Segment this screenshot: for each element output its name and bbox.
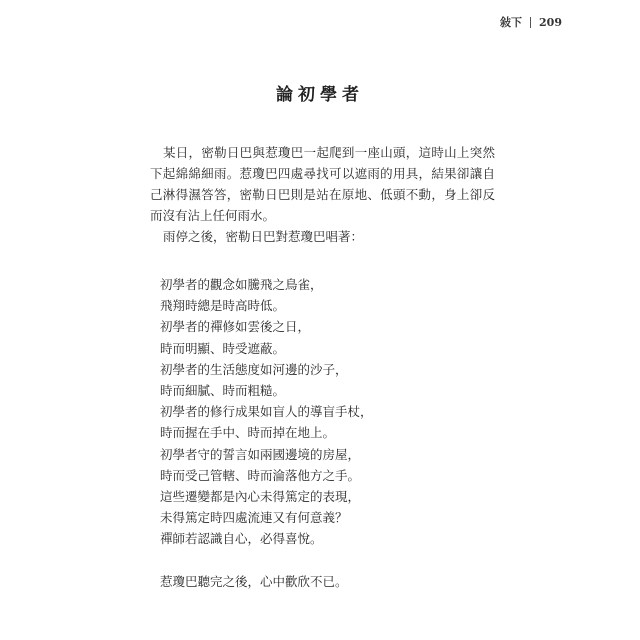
running-head	[500, 14, 562, 30]
verse-line: 初學者的修行成果如盲人的導盲手杖，	[160, 404, 373, 420]
header-divider	[530, 17, 531, 28]
body-text	[150, 142, 495, 247]
verse-line: 時而明顯、時受遮蔽。	[160, 340, 286, 356]
paragraph-2: 雨停之後，密勒日巴對惹瓊巴唱著：	[163, 229, 364, 244]
page-number: 209	[539, 15, 562, 29]
verse-line: 時而細膩、時而粗糙。	[160, 383, 286, 399]
verse-line: 初學者守的誓言如兩國邊境的房屋，	[160, 446, 361, 462]
chapter-title: 論初學者	[276, 85, 364, 105]
verse-line: 禪師若認識自心，必得喜悅。	[160, 531, 323, 547]
verse-line: 時而受己管轄、時而淪落他方之手。	[160, 467, 361, 483]
verse-line: 時而握在手中、時而掉在地上。	[160, 425, 336, 441]
verse-line: 初學者的禪修如雲後之日，	[160, 319, 311, 335]
verse-line: 這些遷變都是內心未得篤定的表現，	[160, 489, 361, 505]
closing-paragraph: 惹瓊巴聽完之後，心中歡欣不已。	[160, 574, 348, 589]
verse-line: 初學者的生活態度如河邊的沙子，	[160, 361, 348, 377]
verse-line: 初學者的觀念如騰飛之鳥雀，	[160, 277, 323, 292]
paragraph-1: 某日，密勒日巴與惹瓊巴一起爬到一座山頭，這時山上突然下起綿綿細雨。惹瓊巴四處尋找可以遮雨的用具，結果卻讓自己淋得濕答答，密勒日巴則是站在原地、低頭不動，身上卻反而沒有沾上任何雨水。	[150, 145, 495, 223]
verse-block	[160, 274, 480, 550]
verse-line: 未得篤定時四處流連又有何意義？	[160, 510, 348, 526]
verse-line: 飛翔時總是時高時低。	[160, 298, 286, 314]
section-label: 敍下	[500, 16, 523, 29]
